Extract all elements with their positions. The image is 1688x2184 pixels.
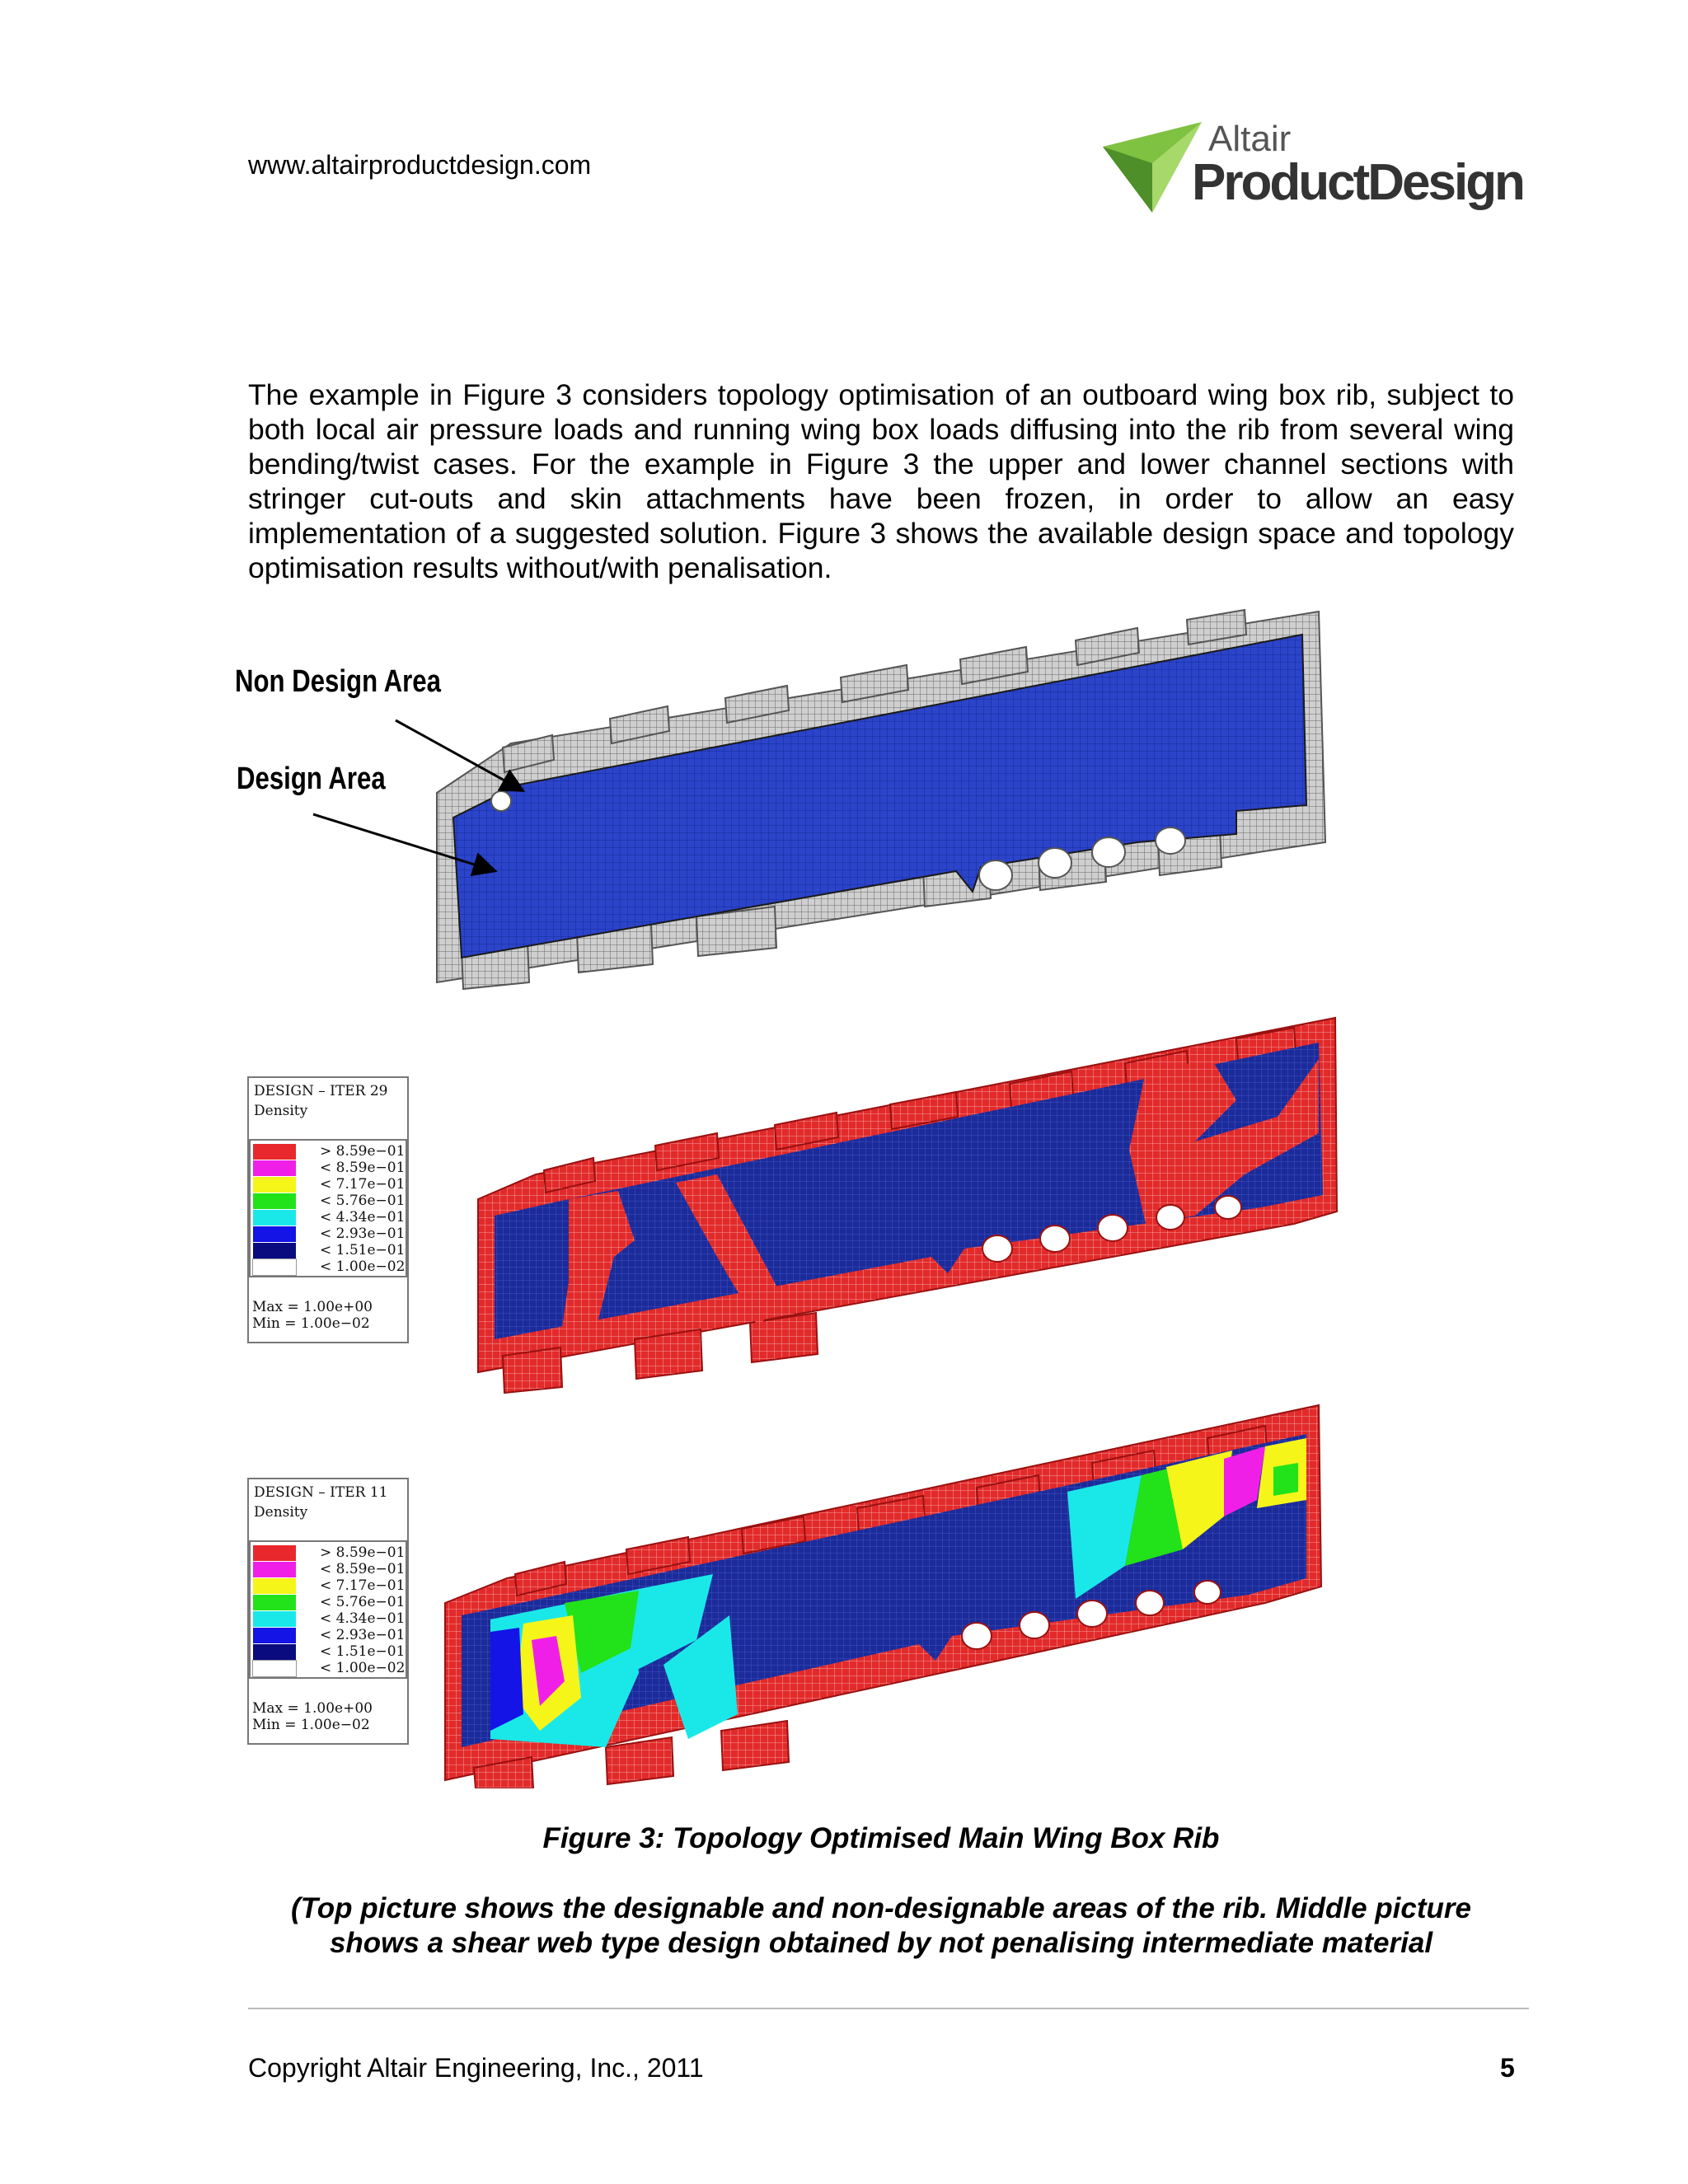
- legend-entry: < 8.59e−01: [320, 1561, 406, 1577]
- copyright: Copyright Altair Engineering, Inc., 2011: [248, 2053, 704, 2083]
- legend-entry: < 1.00e−02: [320, 1258, 406, 1275]
- legend-entry: < 5.76e−01: [320, 1594, 406, 1610]
- legend-subtitle: Density: [254, 1103, 308, 1119]
- non-design-area-label: Non Design Area: [235, 664, 441, 699]
- legend-entry: < 8.59e−01: [320, 1160, 406, 1176]
- legend-max: Max = 1.00e+00: [252, 1700, 373, 1717]
- legend-entry: < 1.51e−01: [320, 1242, 406, 1258]
- legend-entry: < 4.34e−01: [320, 1610, 406, 1627]
- legend-entry: < 1.51e−01: [320, 1643, 406, 1660]
- logo-productdesign-text: ProductDesign: [1192, 154, 1523, 211]
- legend-entry: > 8.59e−01: [320, 1143, 406, 1160]
- label-arrows: [305, 709, 552, 890]
- legend-entry: < 7.17e−01: [320, 1577, 406, 1594]
- legend-entry: < 7.17e−01: [320, 1176, 406, 1193]
- design-area-label: Design Area: [237, 762, 386, 796]
- legend-min: Min = 1.00e−02: [252, 1717, 370, 1733]
- body-paragraph: The example in Figure 3 considers topology optimisation of an outboard wing box rib, subject to both local air pressure loads and running wing box loads diffusing into the rib from several wing bending/twist cases. For the example in Figure 3 the upper and lower channel sections with stringer cut-outs and skin attachments have been frozen, in order to allow an easy implementation of a suggested solution. Figure 3 shows the available design space and topology optimisation results without/with penalisation.: [248, 378, 1514, 584]
- figure-caption: Figure 3: Topology Optimised Main Wing Box Rib: [542, 1822, 1220, 1854]
- legend-iter11: [247, 1478, 409, 1745]
- design-arrow: [313, 814, 493, 870]
- rib-iter29-figure: [470, 1010, 1352, 1397]
- figure-note-line2: shows a shear web type design obtained by not penalising intermediate material: [329, 1927, 1433, 1959]
- figure-note-line1: (Top picture shows the designable and non-designable areas of the rib. Middle picture: [291, 1892, 1471, 1924]
- legend-max: Max = 1.00e+00: [252, 1299, 373, 1315]
- footer-divider: [248, 2008, 1529, 2009]
- legend-entry: < 4.34e−01: [320, 1209, 406, 1226]
- legend-entry: < 2.93e−01: [320, 1627, 406, 1643]
- legend-entry: < 5.76e−01: [320, 1193, 406, 1209]
- site-url: www.altairproductdesign.com: [248, 150, 592, 180]
- page-number: 5: [1500, 2053, 1515, 2083]
- altair-logo: [1103, 114, 1523, 229]
- legend-entry: < 2.93e−01: [320, 1226, 406, 1242]
- legend-title: DESIGN – ITER 11: [254, 1484, 388, 1501]
- legend-entry: < 1.00e−02: [320, 1660, 406, 1676]
- rib-iter11-figure: [441, 1401, 1331, 1788]
- legend-scale: [249, 1540, 407, 1679]
- legend-entry: > 8.59e−01: [320, 1544, 406, 1561]
- non-design-arrow: [396, 720, 521, 790]
- logo-altair-text: Altair: [1208, 119, 1292, 159]
- legend-scale: [249, 1139, 407, 1277]
- legend-subtitle: Density: [254, 1504, 308, 1521]
- legend-title: DESIGN – ITER 29: [254, 1083, 388, 1099]
- legend-min: Min = 1.00e−02: [252, 1315, 370, 1332]
- legend-iter29: [247, 1076, 409, 1343]
